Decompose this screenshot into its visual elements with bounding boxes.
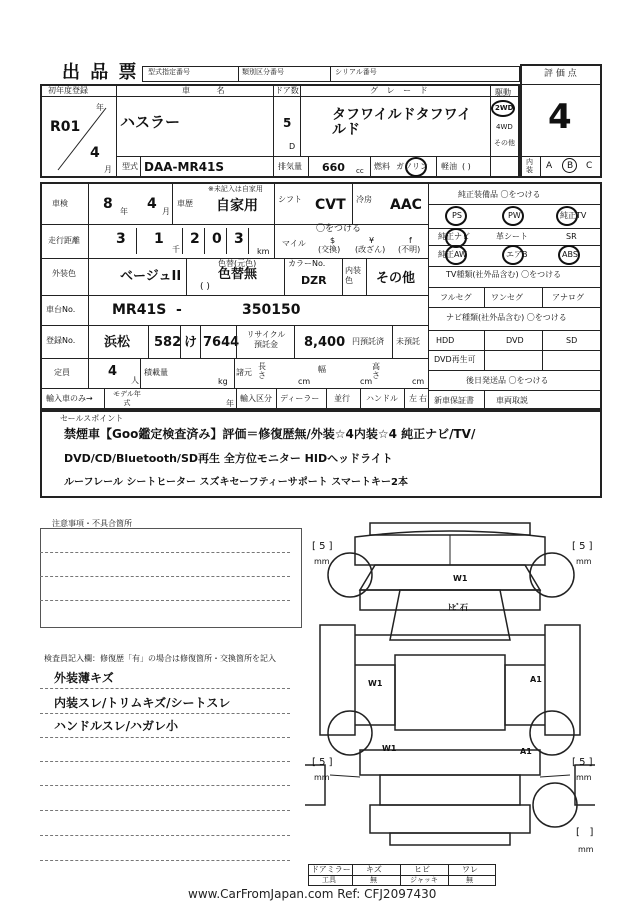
- equip-tv-circle: [556, 206, 578, 226]
- displacement-label: 排気量: [278, 162, 302, 171]
- drive-label: 駆動: [495, 88, 511, 97]
- month-unit: 月: [104, 165, 112, 174]
- mark-right-rear: A1: [520, 747, 532, 756]
- chassis-dash: -: [176, 302, 182, 318]
- score-label: 評 価 点: [544, 69, 577, 79]
- mark-chip: ﾄﾋﾞ石: [448, 603, 468, 612]
- plate-class: 582: [154, 335, 182, 350]
- mileage-digit-4: 0: [212, 231, 222, 247]
- mark-left-side: W1: [368, 679, 383, 688]
- inspection-year-unit: 年: [120, 207, 128, 216]
- car-name: ハスラー: [120, 113, 181, 131]
- thousand-unit: 千: [172, 245, 180, 254]
- doors-label: ドア数: [275, 86, 299, 95]
- equip-abs: ABS: [562, 250, 578, 259]
- selling-points-label: セールスポイント: [60, 414, 124, 423]
- interior-grade-label: 内装: [526, 158, 533, 174]
- tread-spare-mm: mm: [578, 845, 594, 854]
- import-year-unit: 年: [226, 399, 234, 408]
- registration-month: 4: [90, 145, 100, 161]
- chassis-number: 350150: [242, 302, 301, 318]
- inspector-label: 検査員記入欄：修復歴「有」の場合は修復箇所・交換箇所を記入: [44, 654, 276, 663]
- selling-point-line-3: ルーフレール シートヒーター スズキセーフティーサポート スマートキー2本: [64, 477, 409, 488]
- watermark: www.CarFromJapan.com Ref: CFJ2097430: [188, 887, 437, 901]
- color-code-label: カラーNo.: [288, 259, 326, 268]
- equip-navi: 純正ナビ: [438, 232, 470, 241]
- equip-sr: SR: [566, 232, 577, 241]
- mileage-digit-1: 3: [116, 231, 126, 247]
- equip-ps: PS: [452, 211, 462, 220]
- legend-jack: ジャッキ: [410, 876, 438, 884]
- opt-tamper-sym: ¥: [369, 236, 375, 245]
- equip-abs-circle: [558, 245, 580, 265]
- handle-right: 右: [419, 394, 427, 403]
- ac-value: AAC: [390, 197, 422, 213]
- diesel-label: 軽油: [441, 162, 457, 171]
- interior-b-circle: [562, 158, 577, 173]
- original-color-label: 色替(元色): [218, 259, 257, 268]
- door-count: 5: [283, 116, 292, 130]
- equip-leather: 革シート: [496, 232, 528, 241]
- date-slash: [52, 104, 112, 174]
- import-class-label: 輸入区分: [240, 394, 272, 403]
- drive-4wd: 4WD: [496, 123, 513, 131]
- mark-front-glass: W1: [453, 574, 468, 583]
- after-header: 後日発送品 〇をつける: [466, 376, 549, 385]
- recycle-amount: 8,400: [304, 335, 346, 350]
- length-cm: cm: [298, 377, 311, 386]
- width-cm: cm: [360, 377, 373, 386]
- plate-label: 登録No.: [46, 336, 76, 345]
- equip-ps-circle: [445, 206, 467, 226]
- tread-rr-label: [ 5 ]: [572, 757, 593, 768]
- after-warranty: 新車保証書: [434, 396, 474, 405]
- history-note: ※未記入は自家用: [208, 185, 263, 193]
- grade-value: タフワイルドタフワイルド: [332, 107, 472, 138]
- legend-tools: 工具: [322, 876, 336, 884]
- equip-pw-circle: [502, 206, 524, 226]
- ac-label: 冷房: [356, 195, 372, 204]
- opt-tamper: (改ざん): [355, 245, 386, 254]
- load-label: 積載量: [144, 368, 168, 377]
- shift-value: CVT: [315, 197, 346, 213]
- equip-airbag: エアB: [506, 250, 528, 259]
- equipment-header: 純正装備品 〇をつける: [458, 190, 541, 199]
- displacement-value: 660: [322, 161, 345, 174]
- capacity-value: 4: [108, 364, 118, 379]
- door-unit: D: [289, 142, 296, 151]
- sheet-title: 出 品 票: [62, 62, 139, 83]
- handle-left: 左: [409, 394, 417, 403]
- capacity-label: 定員: [54, 368, 70, 377]
- category-number-label: 類別区分番号: [242, 68, 284, 76]
- inspection-label: 車検: [52, 199, 68, 208]
- history-value: 自家用: [216, 198, 258, 214]
- inspector-note-2: 内装スレ/トリムキズ/シートスレ: [54, 696, 231, 710]
- tread-fl-label: [ 5 ]: [312, 541, 333, 552]
- notes-label: 注意事項・不具合箇所: [52, 519, 132, 528]
- handle-label: ハンドル: [366, 394, 398, 403]
- mileage-digit-3: 2: [190, 231, 200, 247]
- drive-other: その他: [494, 139, 515, 147]
- height-label: 高さ: [372, 362, 380, 380]
- opt-unknown-sym: f: [409, 236, 412, 245]
- model-label: 型式: [122, 162, 138, 171]
- navi-hdd: HDD: [436, 336, 455, 345]
- tv-fullseg: フルセグ: [440, 293, 472, 302]
- chassis-prefix: MR41S: [112, 302, 167, 318]
- car-name-label: 車 名: [182, 86, 237, 95]
- id-strip: [142, 66, 520, 82]
- opt-unknown: (不明): [398, 245, 421, 254]
- tread-fr-mm: mm: [576, 557, 592, 566]
- tread-rl-label: [ 5 ]: [312, 757, 333, 768]
- recycle-undeposited: 未預託: [396, 337, 420, 346]
- interior-color-label: 内装色: [345, 266, 361, 285]
- height-cm: cm: [412, 377, 425, 386]
- diesel-paren: ( ): [462, 162, 471, 171]
- year-unit: 年: [96, 103, 104, 112]
- notes-box: [40, 528, 302, 628]
- equip-aw-circle: [445, 245, 467, 265]
- width-label: 幅: [318, 365, 326, 374]
- mileage-digit-2: 1: [154, 231, 164, 247]
- opt-replace: (交換): [318, 245, 341, 254]
- grade-label: グ レ ー ド: [370, 86, 431, 95]
- recycle-deposited: 円預託済: [352, 337, 384, 346]
- plate-kana: け: [184, 335, 198, 350]
- mileage-label: 走行距離: [48, 236, 80, 245]
- tread-spare-label: [ ]: [576, 827, 594, 838]
- legend-header-break: ワレ: [462, 865, 478, 874]
- selling-point-line-2: DVD/CD/Bluetooth/SD再生 全方位モニター HIDヘッドライト: [64, 452, 393, 465]
- interior-color: その他: [376, 271, 416, 286]
- legend-header-mirror: ドアミラー: [311, 865, 351, 874]
- history-label: 車歴: [177, 199, 193, 208]
- tread-fr-label: [ 5 ]: [572, 541, 593, 552]
- drive-2wd: 2WD: [495, 104, 514, 112]
- inspection-month-unit: 月: [162, 207, 170, 216]
- import-parallel: 並行: [334, 394, 350, 403]
- kg-unit: kg: [218, 377, 228, 386]
- equip-airbag-circle: [502, 245, 524, 265]
- inspector-note-3: ハンドルスレ/ハガレ小: [54, 719, 179, 733]
- legend-jack-value: 無: [466, 876, 473, 884]
- interior-c: C: [586, 161, 593, 171]
- inspector-note-1: 外装薄キズ: [54, 671, 114, 685]
- serial-number-label: シリアル番号: [335, 68, 377, 76]
- dvd-playback-label: DVD再生可: [434, 355, 476, 364]
- import-label: 輸入車のみ→: [46, 394, 93, 403]
- circle-note: 〇をつける: [316, 224, 362, 234]
- plate-number: 7644: [203, 335, 240, 350]
- recycle-label: リサイクル預託金: [246, 330, 286, 349]
- interior-a: A: [546, 161, 553, 171]
- equip-aw: 純正AW: [438, 250, 467, 259]
- mark-right-side: A1: [530, 675, 542, 684]
- model-code: DAA-MR41S: [144, 160, 225, 174]
- fuel-circle: [405, 157, 427, 177]
- car-damage-diagram: [300, 515, 610, 885]
- type-number-label: 型式指定番号: [148, 68, 190, 76]
- tread-rl-mm: mm: [314, 773, 330, 782]
- legend-header-scratch: キズ: [366, 865, 382, 874]
- drive-2wd-circle: [491, 100, 515, 117]
- import-dealer: ディーラー: [280, 394, 320, 403]
- chassis-label: 車台No.: [46, 305, 76, 314]
- inspection-month: 4: [147, 196, 157, 212]
- interior-b: B: [567, 161, 574, 171]
- navi-sd: SD: [566, 336, 578, 345]
- cc-unit: cc: [356, 167, 364, 175]
- dims-label: 諸元: [236, 368, 252, 377]
- score-value: 4: [548, 97, 572, 137]
- equip-tv: 純正TV: [560, 211, 587, 220]
- legend-header-crack: ヒビ: [414, 865, 430, 874]
- tread-rr-mm: mm: [576, 773, 592, 782]
- legend-tools-value: 無: [370, 876, 377, 884]
- navi-header: ナビ種類(社外品含む) 〇をつける: [446, 313, 567, 322]
- original-color-paren: ( ): [200, 282, 210, 292]
- selling-point-line-1: 禁煙車【Goo鑑定検査済み】評価＝修復歴無/外装☆4内装☆4 純正ナビ/TV/: [64, 427, 476, 441]
- equip-pw: PW: [508, 211, 521, 220]
- color-code: DZR: [301, 274, 327, 287]
- shift-label: シフト: [278, 195, 302, 204]
- first-registration-label: 初年度登録: [48, 86, 88, 95]
- mile-label: マイル: [282, 239, 306, 248]
- capacity-unit: 人: [131, 376, 139, 385]
- model-year-label: モデル年式: [113, 390, 141, 407]
- fuel-label: 燃料: [374, 162, 390, 171]
- opt-replace-sym: $: [330, 236, 336, 245]
- mark-left-rear: W1: [382, 744, 397, 753]
- tv-oneseg: ワンセグ: [491, 293, 523, 302]
- tv-analog: アナログ: [552, 293, 584, 302]
- length-label: 長さ: [258, 362, 266, 380]
- navi-dvd: DVD: [506, 336, 524, 345]
- color-label: 外装色: [52, 269, 76, 278]
- color-value: ベージュII: [120, 269, 182, 284]
- tread-fl-mm: mm: [314, 557, 330, 566]
- plate-city: 浜松: [104, 335, 131, 350]
- fuel-gasoline: ガソリン: [396, 162, 428, 171]
- registration-year: R01: [50, 119, 81, 135]
- original-color: 色替無: [218, 267, 258, 282]
- inspection-year: 8: [103, 196, 113, 212]
- km-unit: km: [257, 247, 270, 256]
- after-manual: 車両取説: [496, 396, 528, 405]
- mileage-digit-5: 3: [234, 231, 244, 247]
- tv-header: TV種類(社外品含む) 〇をつける: [446, 270, 562, 279]
